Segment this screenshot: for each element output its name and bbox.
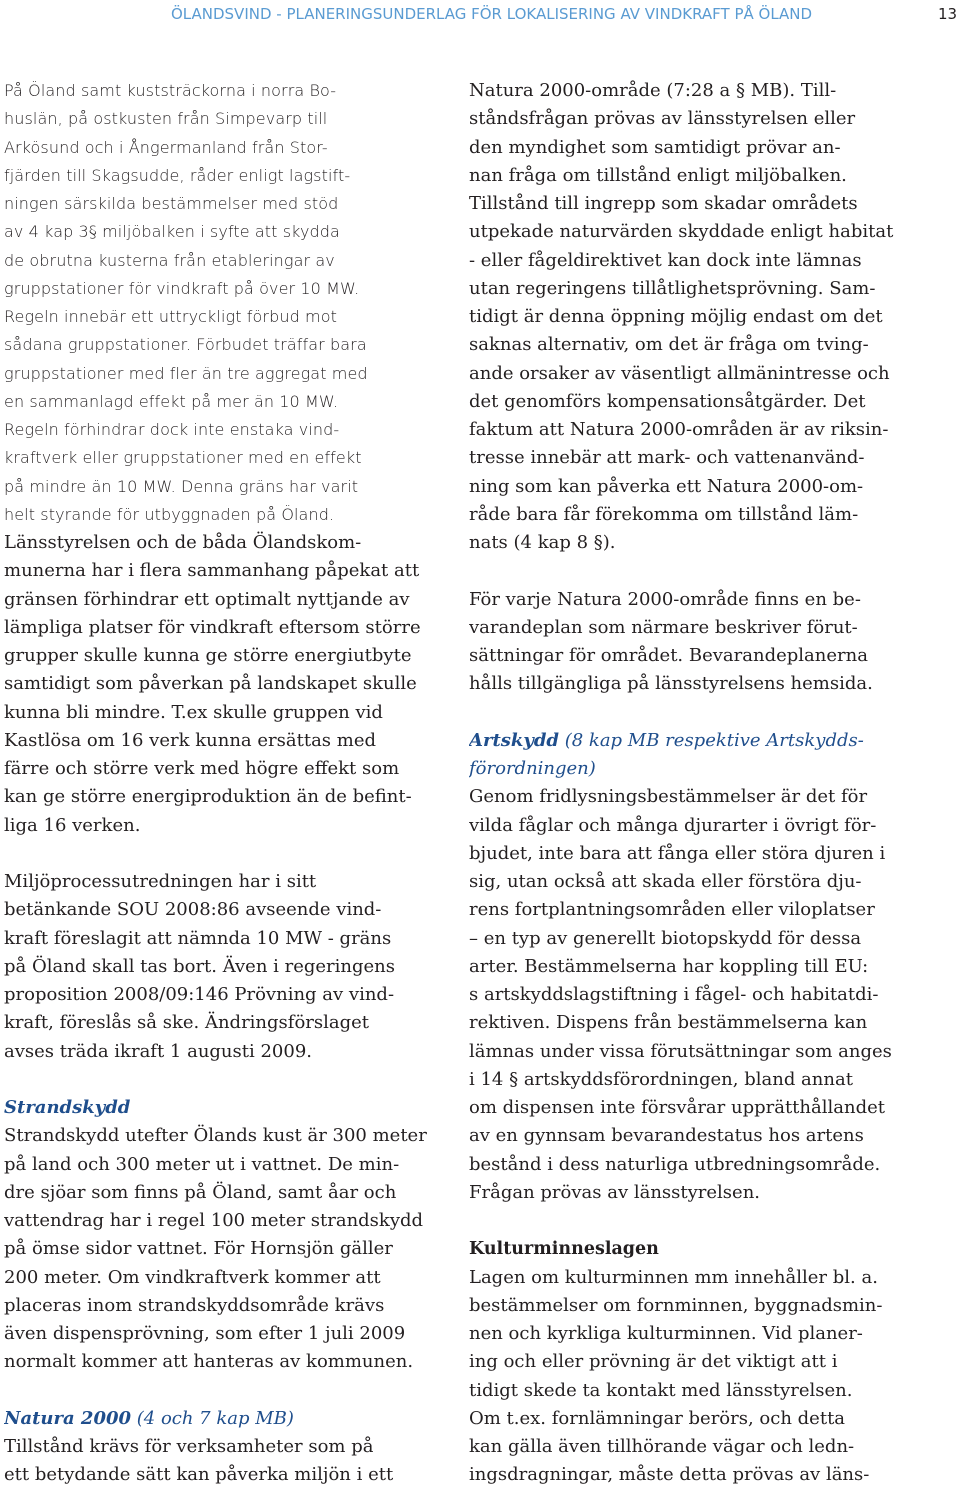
text-line: 200 meter. Om vindkraftverk kommer att xyxy=(4,1266,381,1288)
text-line: utan regeringens tillåtlighetsprövning. Sam- xyxy=(469,277,876,299)
text-line: – en typ av generellt biotopskydd för dessa xyxy=(469,927,862,949)
text-line: på Öland skall tas bort. Även i regeringens xyxy=(4,955,396,977)
text-line: På Öland samt kuststräckorna i norra Bo- xyxy=(4,81,337,100)
text-line: tresse innebär att mark- och vattenanvänd- xyxy=(469,447,865,469)
text-line: fjärden till Skagsudde, råder enligt lagstift- xyxy=(4,165,351,185)
text-line: ande orsaker av väsentligt allmänintresse och xyxy=(469,362,890,384)
text-line: huslän, på ostkusten från Simpevarp till xyxy=(4,109,328,129)
heading-natura-bold: Natura 2000 xyxy=(4,1407,132,1429)
spacer xyxy=(469,557,939,585)
text-line: Lagen om kulturminnen mm innehåller bl. a. xyxy=(469,1266,878,1288)
text-line: avses träda ikraft 1 augusti 2009. xyxy=(4,1040,313,1062)
text-line: placeras inom strandskyddsområde krävs xyxy=(4,1294,385,1316)
paragraph-miljoprocess xyxy=(4,868,444,1066)
heading-artskydd-rest: (8 kap MB respektive Artskydds- xyxy=(559,729,864,751)
text-line: nen och kyrkliga kulturminnen. Vid planer- xyxy=(469,1323,863,1344)
text-line: ingsdragningar, måste detta prövas av läns- xyxy=(469,1464,870,1486)
heading-artskydd-line2 xyxy=(469,755,939,783)
text-line: samtidigt som påverkan på landskapet skulle xyxy=(4,673,417,695)
text-line: varandeplan som närmare beskriver förut- xyxy=(469,616,858,638)
text-line: Tillstånd krävs för verksamheter som på xyxy=(4,1436,374,1457)
text-line: faktum att Natura 2000-områden är av riksin- xyxy=(469,419,889,440)
text-line: kraft, föreslås så ske. Ändringsförslaget xyxy=(4,1012,370,1034)
right-column xyxy=(469,77,939,1490)
text-line: ing och eller prövning är det viktigt att i xyxy=(469,1351,838,1373)
text-line: Arkösund och i Ångermanland från Stor- xyxy=(4,137,328,157)
text-line: vattendrag har i regel 100 meter strandskydd xyxy=(4,1210,424,1231)
text-line: Regeln förhindrar dock inte enstaka vind- xyxy=(4,420,340,439)
text-line: ningen särskilda bestämmelser med stöd xyxy=(4,194,339,213)
text-line: sättningar för området. Bevarandeplanerna xyxy=(469,645,868,666)
text-line: gränsen förhindrar ett optimalt nyttjande av xyxy=(4,588,410,610)
text-line: av 4 kap 3§ miljöbalken i syfte att skydda xyxy=(4,222,340,242)
heading-strandskydd: Strandskydd xyxy=(4,1097,131,1118)
paragraph-natura-2000 xyxy=(4,1433,444,1490)
text-line: färre och större verk med högre effekt som xyxy=(4,758,400,779)
text-line: grupper skulle kunna ge större energiutbyte xyxy=(4,645,412,666)
text-line: rens fortplantningsområden eller viloplatser xyxy=(469,899,875,921)
text-line: Strandskydd utefter Ölands kust är 300 meter xyxy=(4,1125,427,1147)
text-line: gruppstationer för vindkraft på över 10 MW. xyxy=(4,278,360,298)
text-line: lämpliga platser för vindkraft eftersom större xyxy=(4,616,421,638)
paragraph-strandskydd xyxy=(4,1122,444,1376)
text-line: sådana gruppstationer. Förbudet träffar bara xyxy=(4,335,367,355)
text-line: Frågan prövas av länsstyrelsen. xyxy=(469,1181,761,1203)
text-line: s artskyddslagstiftning i fågel- och habitatdi- xyxy=(469,984,879,1005)
text-line: tidigt skede ta kontakt med länsstyrelsen. xyxy=(469,1379,853,1401)
text-line: ett betydande sätt kan påverka miljön i ett xyxy=(4,1464,394,1486)
spacer xyxy=(469,699,939,727)
text-line: Tillstånd till ingrepp som skadar områdets xyxy=(469,193,858,214)
spacer xyxy=(4,1066,444,1094)
heading-natura-rest: (4 och 7 kap MB) xyxy=(131,1407,294,1429)
paragraph-coastal-rules xyxy=(4,77,444,529)
text-line: ning som kan påverka ett Natura 2000-om- xyxy=(469,475,864,497)
text-line: bestämmelser om fornminnen, byggnadsmin- xyxy=(469,1294,883,1316)
text-line: nan fråga om tillstånd enligt miljöbalken. xyxy=(469,164,847,186)
text-line: utpekade naturvärden skyddade enligt habitat xyxy=(469,221,894,243)
text-line: av en gynnsam bevarandestatus hos artens xyxy=(469,1125,864,1147)
text-line: på ömse sidor vattnet. För Hornsjön gäller xyxy=(4,1238,393,1260)
text-line: tidigt är denna öppning möjlig endast om det xyxy=(469,306,883,327)
text-line: den myndighet som samtidigt prövar an- xyxy=(469,136,841,158)
text-line: munerna har i flera sammanhang påpekat att xyxy=(4,560,420,582)
text-line: i 14 § artskyddsförordningen, bland annat xyxy=(469,1068,853,1090)
text-line: de obrutna kusterna från etableringar av xyxy=(4,250,335,270)
text-line: kunna bli mindre. T.ex skulle gruppen vid xyxy=(4,701,383,723)
text-line: Genom fridlysningsbestämmelser är det för xyxy=(469,786,868,808)
paragraph-natura-continued xyxy=(469,77,939,557)
text-line: på mindre än 10 MW. Denna gräns har varit xyxy=(4,476,359,496)
text-line: sig, utan också att skada eller förstöra dju- xyxy=(469,871,862,892)
text-line: bjudet, inte bara att fånga eller störa djuren i xyxy=(469,842,886,864)
text-line: Kastlösa om 16 verk kunna ersättas med xyxy=(4,729,377,751)
text-line: rektiven. Dispens från bestämmelserna kan xyxy=(469,1012,868,1034)
text-line: ståndsfrågan prövas av länsstyrelsen eller xyxy=(469,108,856,130)
paragraph-artskydd xyxy=(469,783,939,1207)
text-line: hålls tillgängliga på länsstyrelsens hemsida. xyxy=(469,673,873,695)
text-line: proposition 2008/09:146 Prövning av vind- xyxy=(4,984,395,1005)
heading-natura-2000 xyxy=(4,1405,444,1433)
text-line: Natura 2000-område (7:28 a § MB). Till- xyxy=(469,80,837,101)
text-line: på land och 300 meter ut i vattnet. De min- xyxy=(4,1153,400,1175)
text-line: det genomförs kompensationsåtgärder. Det xyxy=(469,390,866,412)
text-line: betänkande SOU 2008:86 avseende vind- xyxy=(4,899,382,921)
page-number: 13 xyxy=(938,5,958,23)
text-line: vilda fåglar och många djurarter i övrigt för- xyxy=(469,814,877,836)
spacer xyxy=(4,840,444,868)
page-header xyxy=(0,0,960,34)
paragraph-kulturminneslagen xyxy=(469,1264,939,1490)
text-line: kraftverk eller gruppstationer med en effekt xyxy=(4,448,362,468)
paragraph-lansstyrelsen xyxy=(4,529,444,840)
heading-artskydd xyxy=(469,727,939,755)
running-title: ÖLANDSVIND - PLANERINGSUNDERLAG FÖR LOKALISERING AV VINDKRAFT PÅ ÖLAND xyxy=(171,5,813,23)
text-line: Länsstyrelsen och de båda Ölandskom- xyxy=(4,532,362,553)
text-line: gruppstationer med fler än tre aggregat med xyxy=(4,363,368,383)
text-line: om dispensen inte försvårar upprätthållandet xyxy=(469,1097,885,1118)
paragraph-bevarandeplan xyxy=(469,586,939,699)
left-column xyxy=(4,77,444,1490)
heading-kulturminneslagen: Kulturminneslagen xyxy=(469,1239,659,1260)
text-line: en sammanlagd effekt på mer än 10 MW. xyxy=(4,391,339,411)
text-line: normalt kommer att hanteras av kommunen. xyxy=(4,1351,414,1373)
text-line: arter. Bestämmelserna har koppling till EU: xyxy=(469,955,869,977)
text-line: kan ge större energiproduktion än de befint- xyxy=(4,786,412,808)
text-line: saknas alternativ, om det är fråga om tving- xyxy=(469,334,869,356)
text-line: Regeln innebär ett uttryckligt förbud mot xyxy=(4,307,337,326)
text-line: liga 16 verken. xyxy=(4,814,141,836)
heading-artskydd-line2-text: förordningen) xyxy=(469,758,596,779)
text-line: dre sjöar som finns på Öland, samt åar och xyxy=(4,1181,397,1203)
text-line: även dispensprövning, som efter 1 juli 2009 xyxy=(4,1323,406,1344)
text-line: lämnas under vissa förutsättningar som anges xyxy=(469,1040,892,1062)
text-line: helt styrande för utbyggnaden på Öland. xyxy=(4,504,335,524)
text-line: kan gälla även tillhörande vägar och ledn- xyxy=(469,1436,855,1457)
heading-artskydd-bold: Artskydd xyxy=(469,729,559,751)
text-line: nats (4 kap 8 §). xyxy=(469,532,616,553)
spacer xyxy=(4,1377,444,1405)
text-line: råde bara får förekomma om tillstånd läm- xyxy=(469,503,859,525)
text-line: För varje Natura 2000-område finns en be- xyxy=(469,588,861,610)
spacer xyxy=(469,1207,939,1235)
text-line: - eller fågeldirektivet kan dock inte lämnas xyxy=(469,249,862,271)
text-line: Miljöprocessutredningen har i sitt xyxy=(4,871,317,892)
text-line: kraft föreslagit att nämnda 10 MW - gräns xyxy=(4,927,392,949)
text-line: Om t.ex. fornlämningar berörs, och detta xyxy=(469,1407,846,1429)
text-line: bestånd i dess naturliga utbredningsområde. xyxy=(469,1153,881,1175)
